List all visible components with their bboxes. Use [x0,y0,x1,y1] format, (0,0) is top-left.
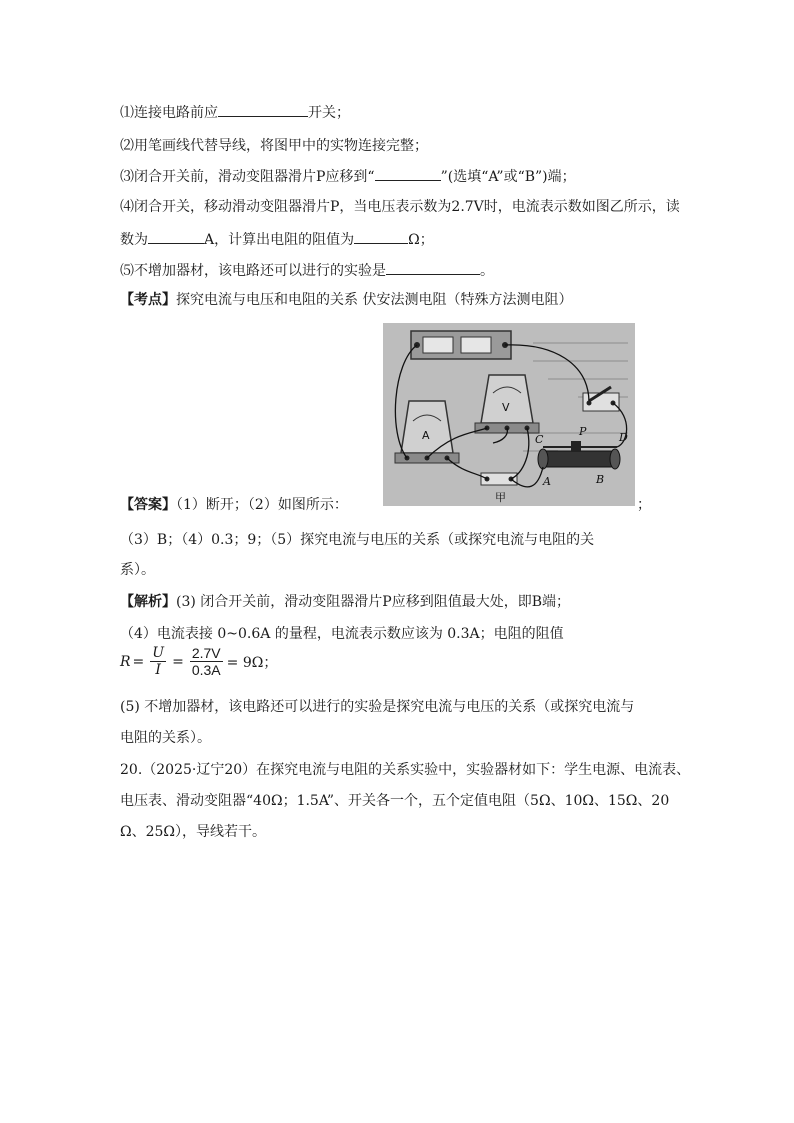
answer-tag: 【答案】 [120,497,176,513]
q20-line2: 电压表、滑动变阻器“40Ω；1.5A”、开关各一个，五个定值电阻（5Ω、10Ω、15Ω、20 [120,793,670,809]
q4-blank-resistance [354,229,408,244]
q5-text-before: ⑸不增加器材，该电路还可以进行的实验是 [120,263,386,279]
formula-lhs: R [120,653,131,670]
formula-num2: 2.7V [191,645,221,661]
q1-blank [218,102,308,117]
q4-blank-current [148,229,204,244]
answer-line3: 系）。 [120,562,155,578]
analysis-line4: 电阻的关系）。 [120,730,211,746]
label-c: C [535,433,544,446]
q1-text-after: 开关； [308,105,350,121]
label-p: P [579,425,587,438]
formula-frac-ui [150,645,166,678]
formula-num1: U [152,645,165,661]
q3-blank [375,166,441,181]
kaodian [120,290,572,310]
label-a: A [543,475,551,488]
ammeter-label: A [422,429,430,442]
q20-line3: Ω、25Ω），导线若干。 [120,824,267,840]
answer-line1 [120,495,348,515]
answer-semicolon: ； [637,497,651,513]
analysis-line2: （4）电流表接 0~0.6A 的量程，电流表示数应该为 0.3A；电阻的阻值 [120,626,564,642]
formula-result: = 9Ω； [226,654,278,671]
resistance-formula [120,645,277,678]
q4-text-b: A，计算出电阻的阻值为 [204,232,355,248]
formula-eq2: = [172,653,184,670]
circuit-figure-svg [383,323,635,506]
kaodian-tag: 【考点】 [120,292,176,308]
answer-text1: （1）断开；（2）如图所示： [176,497,348,513]
q3-text-before: ⑶闭合开关前，滑动变阻器滑片P应移到“ [120,169,375,185]
kaodian-text: 探究电流与电压和电阻的关系 伏安法测电阻（特殊方法测电阻） [176,292,573,308]
analysis-line1 [120,592,570,612]
formula-eq1: = [132,653,145,670]
analysis-line3: (5) 不增加器材，该电路还可以进行的实验是探究电流与电压的关系（或探究电流与 [120,699,635,715]
q4-text-a: 数为 [120,232,148,248]
label-d: D [619,431,628,444]
formula-frac-values [190,645,223,678]
q4-text-c: Ω； [408,232,434,248]
voltmeter-label: V [502,401,510,414]
question-4-line2 [120,229,434,250]
q5-text-after: 。 [480,263,494,279]
q20-line1: 20.（2025·辽宁20）在探究电流与电阻的关系实验中，实验器材如下：学生电源、电流表、 [120,762,691,778]
formula-den1: I [155,662,161,678]
question-1 [120,102,350,123]
question-3 [120,166,576,187]
q1-text-before: ⑴连接电路前应 [120,105,218,121]
q5-blank [386,260,480,275]
question-4-line1: ⑷闭合开关，移动滑动变阻器滑片P，当电压表示数为2.7V时，电流表示数如图乙所示，读 [120,199,680,215]
question-5 [120,260,494,281]
battery-box [411,331,511,359]
formula-den2: 0.3A [191,662,221,678]
question-2: ⑵用笔画线代替导线，将图甲中的实物连接完整； [120,138,428,154]
q3-text-after: ”(选填“A”或“B”)端； [440,169,576,185]
circuit-figure [383,323,635,506]
label-b: B [596,473,605,486]
analysis-tag: 【解析】 [120,594,176,610]
answer-line2: （3）B；（4）0.3；9；（5）探究电流与电压的关系（或探究电流与电阻的关 [120,532,595,548]
analysis-text1: (3) 闭合开关前，滑动变阻器滑片P应移到阻值最大处，即B端； [176,594,570,610]
figure-caption: 甲 [495,491,506,504]
